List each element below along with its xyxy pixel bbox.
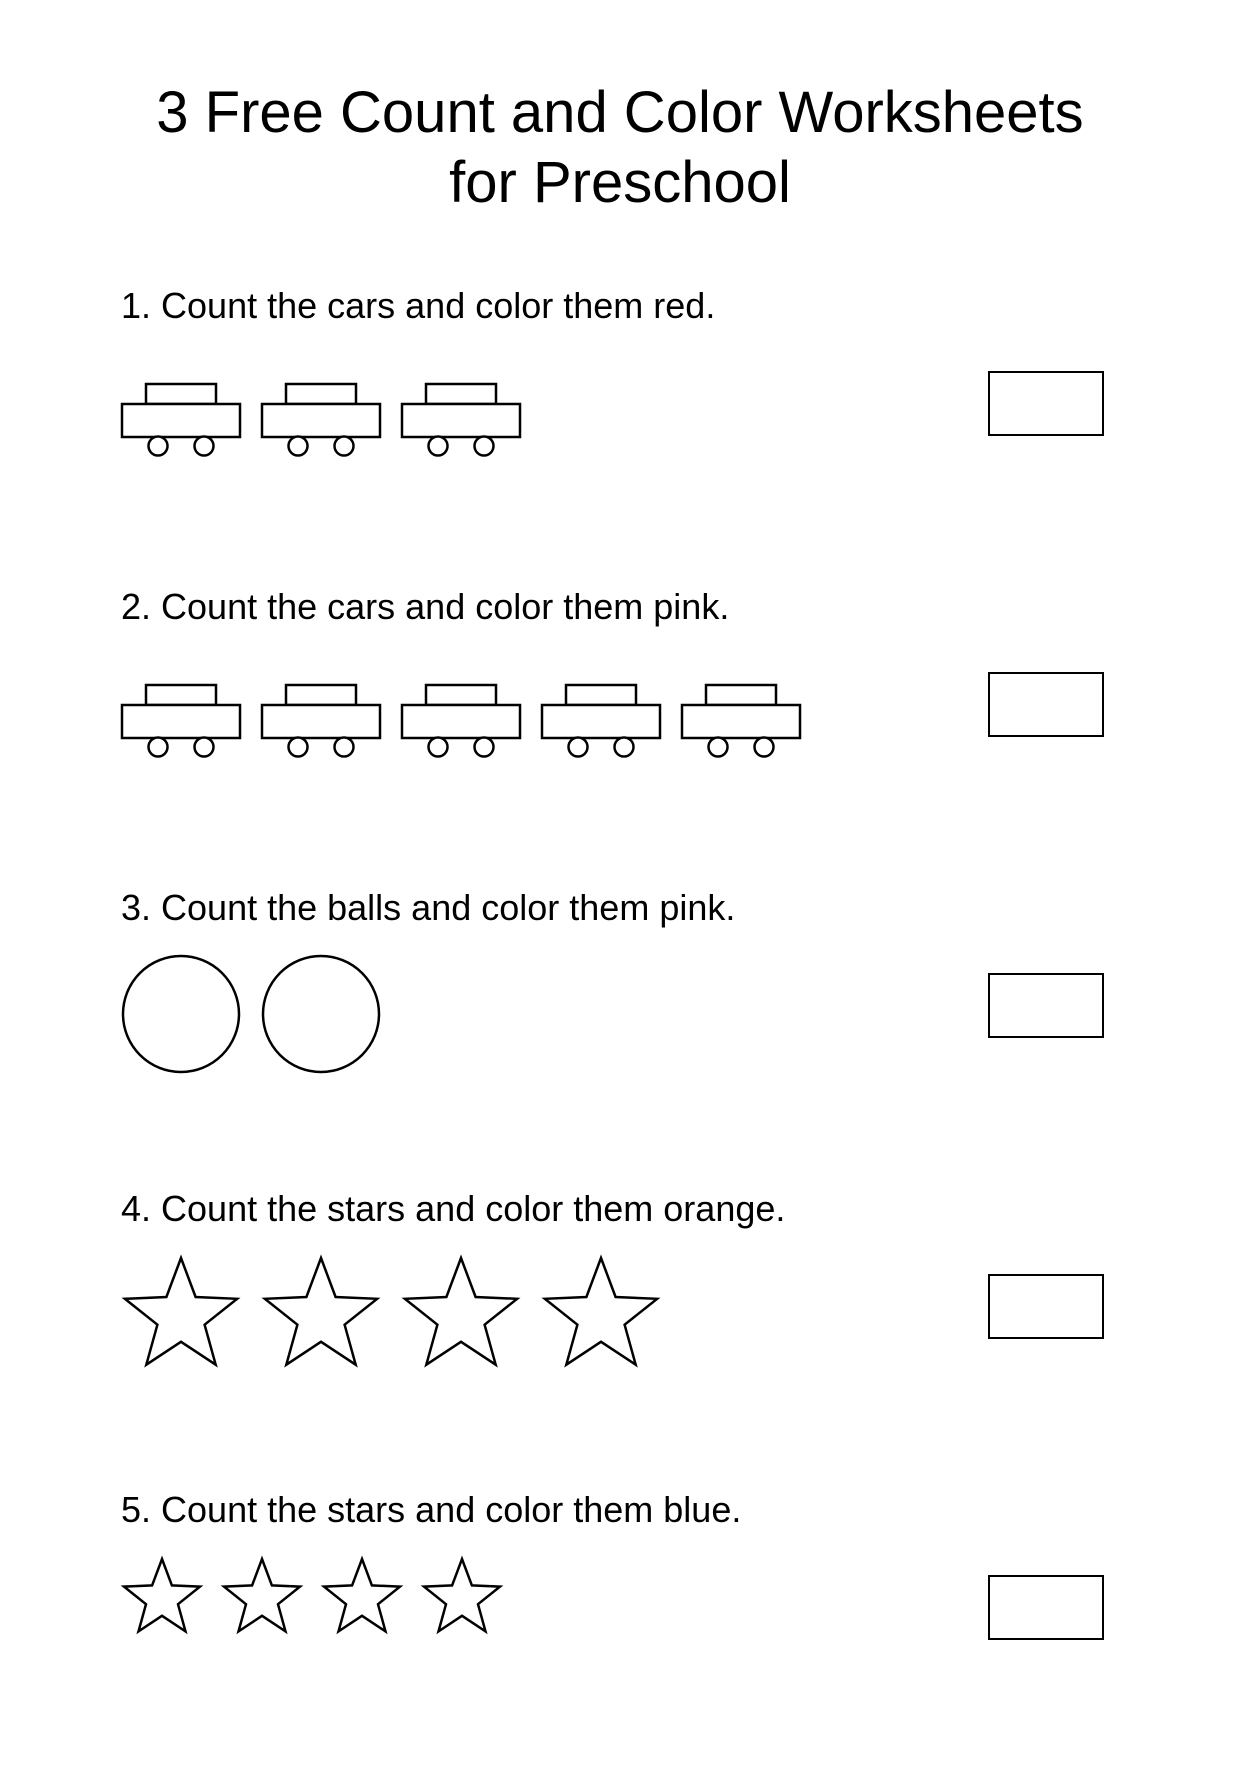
figures-svg bbox=[121, 382, 541, 460]
figures-svg bbox=[121, 683, 821, 761]
ball-icon[interactable] bbox=[123, 956, 239, 1072]
question-1-answer-box[interactable] bbox=[988, 371, 1104, 436]
car-icon[interactable] bbox=[682, 685, 800, 757]
question-4-answer-box[interactable] bbox=[988, 1274, 1104, 1339]
question-5-text: 5. Count the stars and color them blue. bbox=[121, 1489, 742, 1530]
page-title bbox=[0, 78, 1240, 218]
question-3-figures bbox=[121, 954, 401, 1080]
question-2-answer-box[interactable] bbox=[988, 672, 1104, 737]
star-icon[interactable] bbox=[124, 1559, 200, 1631]
question-1-text: 1. Count the cars and color them red. bbox=[121, 285, 716, 326]
star-icon[interactable] bbox=[405, 1258, 517, 1365]
car-icon[interactable] bbox=[122, 384, 240, 456]
car-icon[interactable] bbox=[542, 685, 660, 757]
ball-icon[interactable] bbox=[263, 956, 379, 1072]
figures-svg bbox=[121, 1556, 521, 1644]
question-2-text: 2. Count the cars and color them pink. bbox=[121, 586, 730, 627]
star-icon[interactable] bbox=[265, 1258, 377, 1365]
star-icon[interactable] bbox=[125, 1258, 237, 1365]
car-icon[interactable] bbox=[262, 685, 380, 757]
car-icon[interactable] bbox=[262, 384, 380, 456]
star-icon[interactable] bbox=[424, 1559, 500, 1631]
question-4-text: 4. Count the stars and color them orange. bbox=[121, 1188, 786, 1229]
car-icon[interactable] bbox=[402, 685, 520, 757]
question-4 bbox=[0, 1187, 1240, 1487]
question-2-figures bbox=[121, 683, 821, 761]
question-1-figures bbox=[121, 382, 541, 460]
question-3 bbox=[0, 886, 1240, 1186]
star-icon[interactable] bbox=[224, 1559, 300, 1631]
question-2 bbox=[0, 585, 1240, 885]
question-5 bbox=[0, 1488, 1240, 1788]
car-icon[interactable] bbox=[402, 384, 520, 456]
star-icon[interactable] bbox=[324, 1559, 400, 1631]
figures-svg bbox=[121, 1255, 681, 1381]
car-icon[interactable] bbox=[122, 685, 240, 757]
question-1 bbox=[0, 284, 1240, 584]
question-4-figures bbox=[121, 1255, 681, 1381]
question-5-figures bbox=[121, 1556, 521, 1644]
question-3-answer-box[interactable] bbox=[988, 973, 1104, 1038]
figures-svg bbox=[121, 954, 401, 1080]
question-3-text: 3. Count the balls and color them pink. bbox=[121, 887, 736, 928]
question-5-answer-box[interactable] bbox=[988, 1575, 1104, 1640]
page-title-line-1: 3 Free Count and Color Worksheets bbox=[156, 80, 1084, 145]
star-icon[interactable] bbox=[545, 1258, 657, 1365]
page-title-line-2: for Preschool bbox=[449, 150, 791, 215]
